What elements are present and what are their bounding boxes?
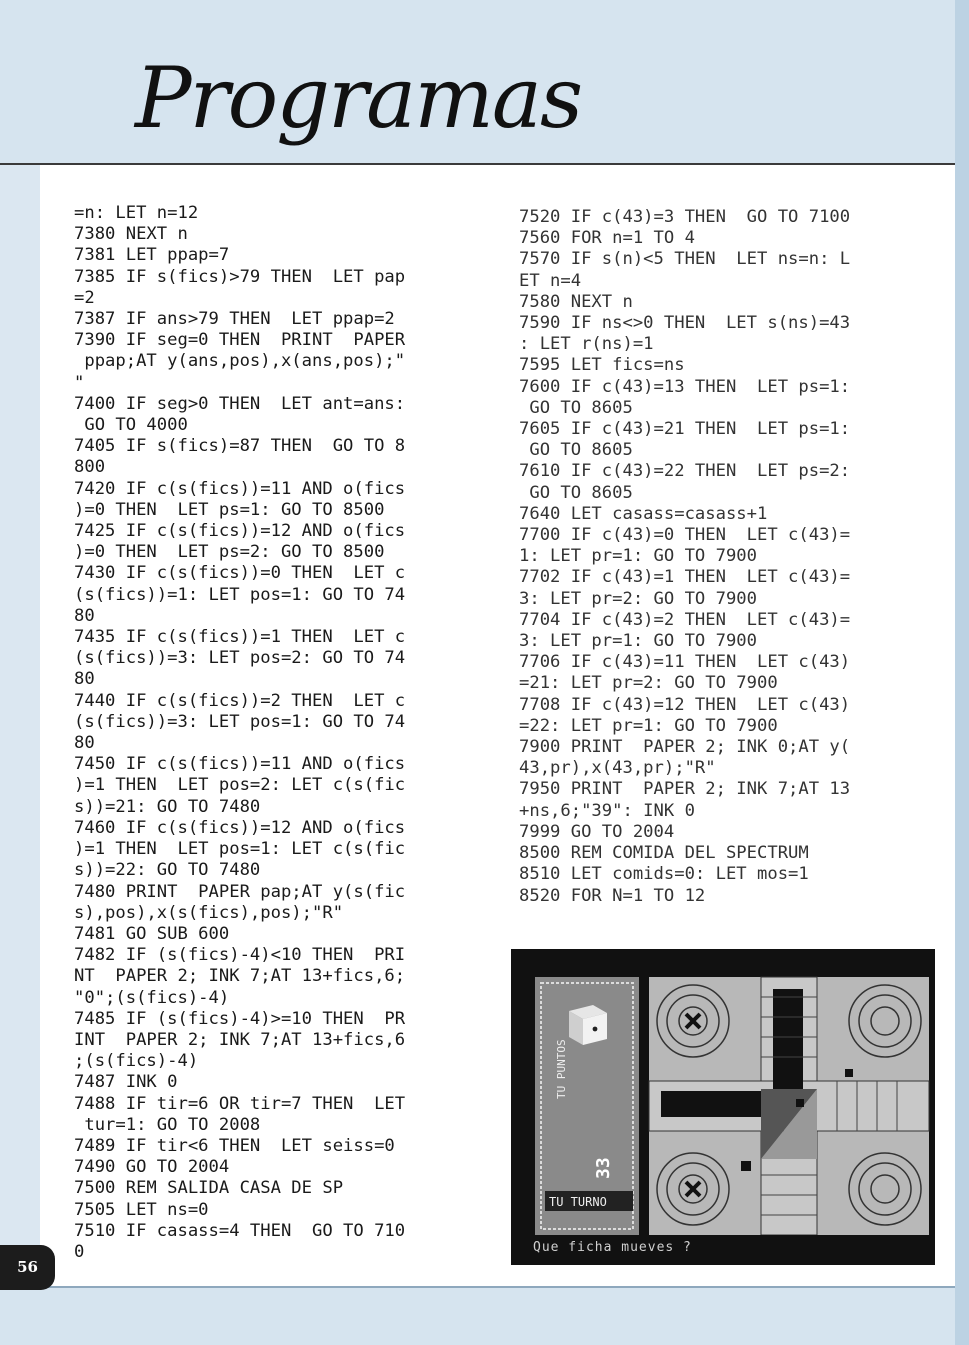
game-screenshot [511, 949, 935, 1265]
side-panel-label: TU PUNTOS [555, 1039, 568, 1099]
dice-icon [569, 1005, 607, 1045]
side-panel-score: 33 [593, 1157, 614, 1179]
parchis-board-image [511, 949, 935, 1265]
header-rule [0, 163, 955, 165]
listing-right-column: 7520 IF c(43)=3 THEN GO TO 7100 7560 FOR n=1 TO 4 7570 IF s(n)<5 THEN LET ns=n: L ET n=4 7580 NEXT n 7590 IF ns<>0 THEN LET s(ns)=43 : LET r(ns)=1 7595 LET fics=ns 7600 IF c(43)=13 THEN LET ps=1: GO TO 8605 7605 IF c(43)=21 THEN LET ps=1: GO TO 8605 7610 IF c(43)=22 THEN LET ps=2: GO TO 8605 7640 LET casass=casass+1 7700 IF c(43)=0 THEN LET c(43)= 1: LET pr=1: GO TO 7900 7702 IF c(43)=1 THEN LET c(43)= 3: LET pr=2: GO TO 7900 7704 IF c(43)=2 THEN LET c(43)= 3: LET pr=1: GO TO 7900 7706 IF c(43)=11 THEN LET c(43) =21: LET pr=2: GO TO 7900 7708 IF c(43)=12 THEN LET c(43) =22: LET pr=1: GO TO 7900 7900 PRINT PAPER 2; INK 0;AT y( 43,pr),x(43,pr);"R" 7950 PRINT PAPER 2; INK 7;AT 13 +ns,6;"39": INK 0 7999 GO TO 2004 8500 REM COMIDA DEL SPECTRUM 8510 LET comids=0: LET mos=1 8520 FOR N=1 TO 12 [519, 207, 851, 906]
page-title: Programas [135, 49, 582, 147]
footer-band [0, 1288, 955, 1345]
listing-left-column: =n: LET n=12 7380 NEXT n 7381 LET ppap=7 7385 IF s(fics)>79 THEN LET pap =2 7387 IF ans>79 THEN LET ppap=2 7390 IF seg=0 THEN PRINT PAPER ppap;AT y(ans,pos),x(ans,pos);" " 7400 IF seg>0 THEN LET ant=ans: GO TO 4000 7405 IF s(fics)=87 THEN GO TO 8 800 7420 IF c(s(fics))=11 AND o(fics )=0 THEN LET ps=1: GO TO 8500 7425 IF c(s(fics))=12 AND o(fics )=0 THEN LET ps=2: GO TO 8500 7430 IF c(s(fics))=0 THEN LET c (s(fics))=1: LET pos=1: GO TO 74 80 7435 IF c(s(fics))=1 THEN LET c (s(fics))=3: LET pos=2: GO TO 74 80 7440 IF c(s(fics))=2 THEN LET c (s(fics))=3: LET pos=1: GO TO 74 80 7450 IF c(s(fics))=11 AND o(fics )=1 THEN LET pos=2: LET c(s(fic s))=21: GO TO 7480 7460 IF c(s(fics))=12 AND o(fics )=1 THEN LET pos=1: LET c(s(fic s))=22: GO TO 7480 7480 PRINT PAPER pap;AT y(s(fic s),pos),x(s(fics),pos);"R" 7481 GO SUB 600 7482 IF (s(fics)-4)<10 THEN PRI NT PAPER 2; INK 7;AT 13+fics,6; "0";(s(fics)-4) 7485 IF (s(fics)-4)>=10 THEN PR INT PAPER 2; INK 7;AT 13+fics,6 ;(s(fics)-4) 7487 INK 0 7488 IF tir=6 OR tir=7 THEN LET tur=1: GO TO 2008 7489 IF tir<6 THEN LET seiss=0 7490 GO TO 2004 7500 REM SALIDA CASA DE SP 7505 LET ns=0 7510 IF casass=4 THEN GO TO 710 0 [74, 203, 406, 1262]
game-prompt: Que ficha mueves ? [533, 1240, 692, 1255]
left-margin-strip [0, 165, 40, 1285]
page-number: 56 [0, 1245, 55, 1290]
page-edge-strip [955, 0, 969, 1345]
turn-label: TU TURNO [549, 1195, 607, 1209]
